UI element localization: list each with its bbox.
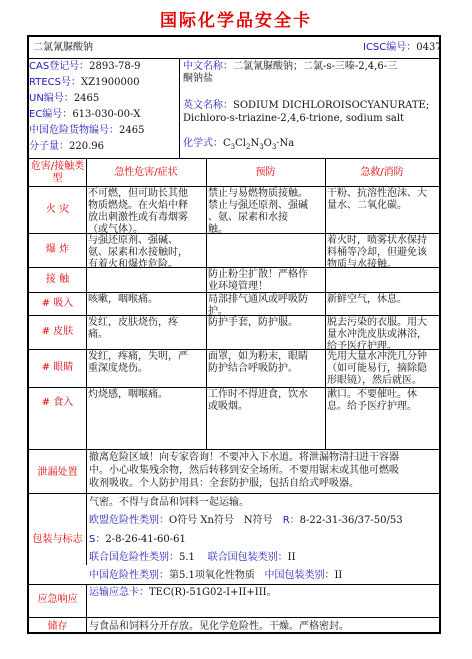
en-name-line2: Dichloro-s-triazine-2,4,6-trione, sodium salt bbox=[183, 113, 405, 124]
packaging-label: 包装与标志 bbox=[32, 534, 83, 545]
emergency-label: 应急响应 bbox=[37, 594, 78, 605]
row-type-eyes: # 眼睛 bbox=[41, 362, 74, 373]
icsc-value: 0437 bbox=[416, 42, 442, 53]
row-ingestion-prevention-line: 工作时不得进食，饮水 bbox=[208, 389, 308, 400]
row-inhalation-prevention-line: 局部排气通风或呼吸防 bbox=[208, 294, 308, 305]
row-fire-prevention-line: 触。 bbox=[208, 224, 228, 235]
row-fire-hazard-line: 不可燃，但可助长其他 bbox=[88, 188, 188, 199]
cn-name: 中文名称：二氯氰脲酸钠；二氯-s-三嗪-2,4,6-三 bbox=[183, 61, 398, 72]
row-fire-prevention-line: 、氨、尿素和水接 bbox=[208, 212, 288, 223]
row-fire-hazard-line: 物质燃烧。在火焰中释 bbox=[88, 200, 188, 211]
row-exposure-prevention-line: 业环境管理！ bbox=[208, 281, 268, 292]
cn-dangerous-goods-number: 中国危险货物编号：2465 bbox=[29, 125, 145, 136]
packaging-line-1: 气密。不得与食品和饲料一起运输。 bbox=[89, 497, 249, 508]
row-explosion-firstaid-line: 着火时，喷雾状水保持 bbox=[327, 235, 427, 246]
row-fire-firstaid-line: 干粉、抗溶性泡沫、大 bbox=[327, 188, 427, 199]
un-classification: 联合国危险性类别：5.1 联合国包装类别：II bbox=[89, 552, 296, 563]
row-fire-firstaid-line: 量水、二氧化碳。 bbox=[327, 200, 407, 211]
header-type: 危害/接触类型 bbox=[30, 161, 85, 184]
row-inhalation-prevention-line: 护。 bbox=[208, 306, 228, 317]
row-ingestion-prevention-line: 或吸烟。 bbox=[208, 401, 248, 412]
icsc-number bbox=[363, 42, 442, 54]
row-type-explosion: 爆 炸 bbox=[45, 244, 70, 255]
header-hazard: 急性危害/症状 bbox=[114, 167, 178, 178]
header-firstaid: 急救/消防 bbox=[360, 167, 404, 178]
row-skin-hazard-line: 发红，皮肤烧伤，疼 bbox=[88, 317, 178, 328]
chemical-name: 二氯氰脲酸钠 bbox=[33, 42, 93, 53]
header-prevention: 预防 bbox=[255, 167, 276, 178]
row-explosion-firstaid-line: 料桶等冷却，但避免该 bbox=[327, 247, 427, 258]
rtecs-number: RTECS号：XZ1900000 bbox=[29, 77, 140, 88]
row-fire-hazard-line: （或气体）。 bbox=[88, 224, 143, 235]
row-fire-prevention-line: 禁止与强还原剂、强碱 bbox=[208, 200, 308, 211]
row-exposure-prevention-line: 防止粉尘扩散！严格作 bbox=[208, 269, 308, 280]
row-eyes-prevention-line: 防护结合呼吸防护。 bbox=[208, 363, 298, 374]
row-explosion-firstaid-line: 物质与水接触。 bbox=[327, 259, 397, 270]
row-type-skin: # 皮肤 bbox=[41, 326, 74, 337]
row-eyes-firstaid-line: 先用大量水冲洗几分钟 bbox=[327, 351, 427, 362]
row-eyes-firstaid-line: 形眼镜），然后就医。 bbox=[327, 375, 422, 386]
leak-line-1: 撤离危险区域！向专家咨询！不要冲入下水道。将泄漏物清扫进干容器 bbox=[89, 452, 399, 463]
eu-classification: 欧盟危险性类别：O符号 Xn符号 N符号 R：8-22-31-36/37-50/53 bbox=[89, 515, 403, 526]
storage-value: 与食品和饲料分开存放。见化学危险性。干燥。严格密封。 bbox=[89, 621, 349, 632]
storage-label: 储存 bbox=[47, 621, 68, 632]
molecular-weight: 分子量：220.96 bbox=[29, 141, 104, 152]
formula-text: $C_3Cl_2N_3O_3\cdot Na$ bbox=[223, 138, 295, 151]
row-eyes-hazard-line: 发红，疼痛，失明，严 bbox=[88, 351, 188, 362]
leak-line-2: 中。小心收集残余物，然后转移到安全场所。不要用锯末或其他可燃吸 bbox=[89, 465, 399, 476]
row-eyes-firstaid-line: （如可能易行，摘除隐 bbox=[327, 363, 427, 374]
row-explosion-hazard-line: 与强还原剂、强碱、 bbox=[88, 235, 178, 246]
chemical-formula: 化学式：$C_3Cl_2N_3O_3\cdot Na$ bbox=[183, 138, 295, 151]
leak-label: 泄漏处置 bbox=[37, 467, 78, 478]
row-ingestion-hazard-line: 灼烧感，咽喉痛。 bbox=[88, 389, 168, 400]
cn-classification: 中国危险性类别：第5.1项氧化性物质 中国包装类别：II bbox=[89, 570, 343, 581]
row-explosion-hazard-line: 氨、尿素和水接触时， bbox=[88, 247, 188, 258]
emergency-card: 运输应急卡：TEC(R)-51G02-I+II+III。 bbox=[89, 587, 277, 598]
en-name: 英文名称：SODIUM DICHLOROISOCYANURATE; bbox=[183, 100, 430, 111]
row-fire-hazard-line: 放出刺激性或有毒烟雾 bbox=[88, 212, 188, 223]
row-explosion-hazard-line: 有着火和爆炸危险。 bbox=[88, 259, 178, 270]
row-type-inhalation: # 吸入 bbox=[41, 297, 74, 309]
row-type-fire: 火 灾 bbox=[45, 203, 70, 215]
row-inhalation-firstaid-line: 新鲜空气，休息。 bbox=[327, 294, 407, 305]
row-skin-hazard-line: 痛。 bbox=[88, 329, 108, 340]
row-eyes-prevention-line: 面罩，如为粉末，眼睛 bbox=[208, 351, 308, 362]
icsc-label: ICSC编号： bbox=[363, 42, 417, 53]
cn-name-line2: 酮钠盐 bbox=[183, 73, 213, 84]
row-skin-firstaid-line: 给予医疗护理。 bbox=[327, 341, 397, 352]
safety-card bbox=[27, 35, 441, 634]
page-title: 国际化学品安全卡 bbox=[160, 11, 312, 31]
row-inhalation-hazard-line: 咳嗽，咽喉痛。 bbox=[88, 294, 158, 305]
row-ingestion-firstaid-line: 漱口。不要催吐。休 bbox=[327, 389, 417, 400]
row-ingestion-firstaid-line: 息。给予医疗护理。 bbox=[327, 401, 417, 412]
row-fire-prevention-line: 禁止与易燃物质接触。 bbox=[208, 188, 308, 199]
ec-number: EC编号：613-030-00-X bbox=[29, 109, 141, 120]
leak-line-3: 收剂吸收。个人防护用具：全套防护服，包括自给式呼吸器。 bbox=[89, 478, 359, 489]
row-skin-firstaid-line: 脱去污染的衣服。用大 bbox=[327, 317, 427, 328]
row-eyes-hazard-line: 重深度烧伤。 bbox=[88, 363, 148, 374]
row-skin-firstaid-line: 量水冲洗皮肤或淋浴， bbox=[327, 329, 427, 340]
cas-number: CAS登记号：2893-78-9 bbox=[29, 61, 141, 72]
s-phrases: S：2-8-26-41-60-61 bbox=[89, 534, 186, 545]
un-number: UN编号：2465 bbox=[29, 93, 100, 104]
row-skin-prevention-line: 防护手套，防护服。 bbox=[208, 317, 298, 328]
row-type-ingestion: # 食入 bbox=[41, 397, 74, 408]
row-type-exposure: 接 触 bbox=[45, 273, 70, 285]
